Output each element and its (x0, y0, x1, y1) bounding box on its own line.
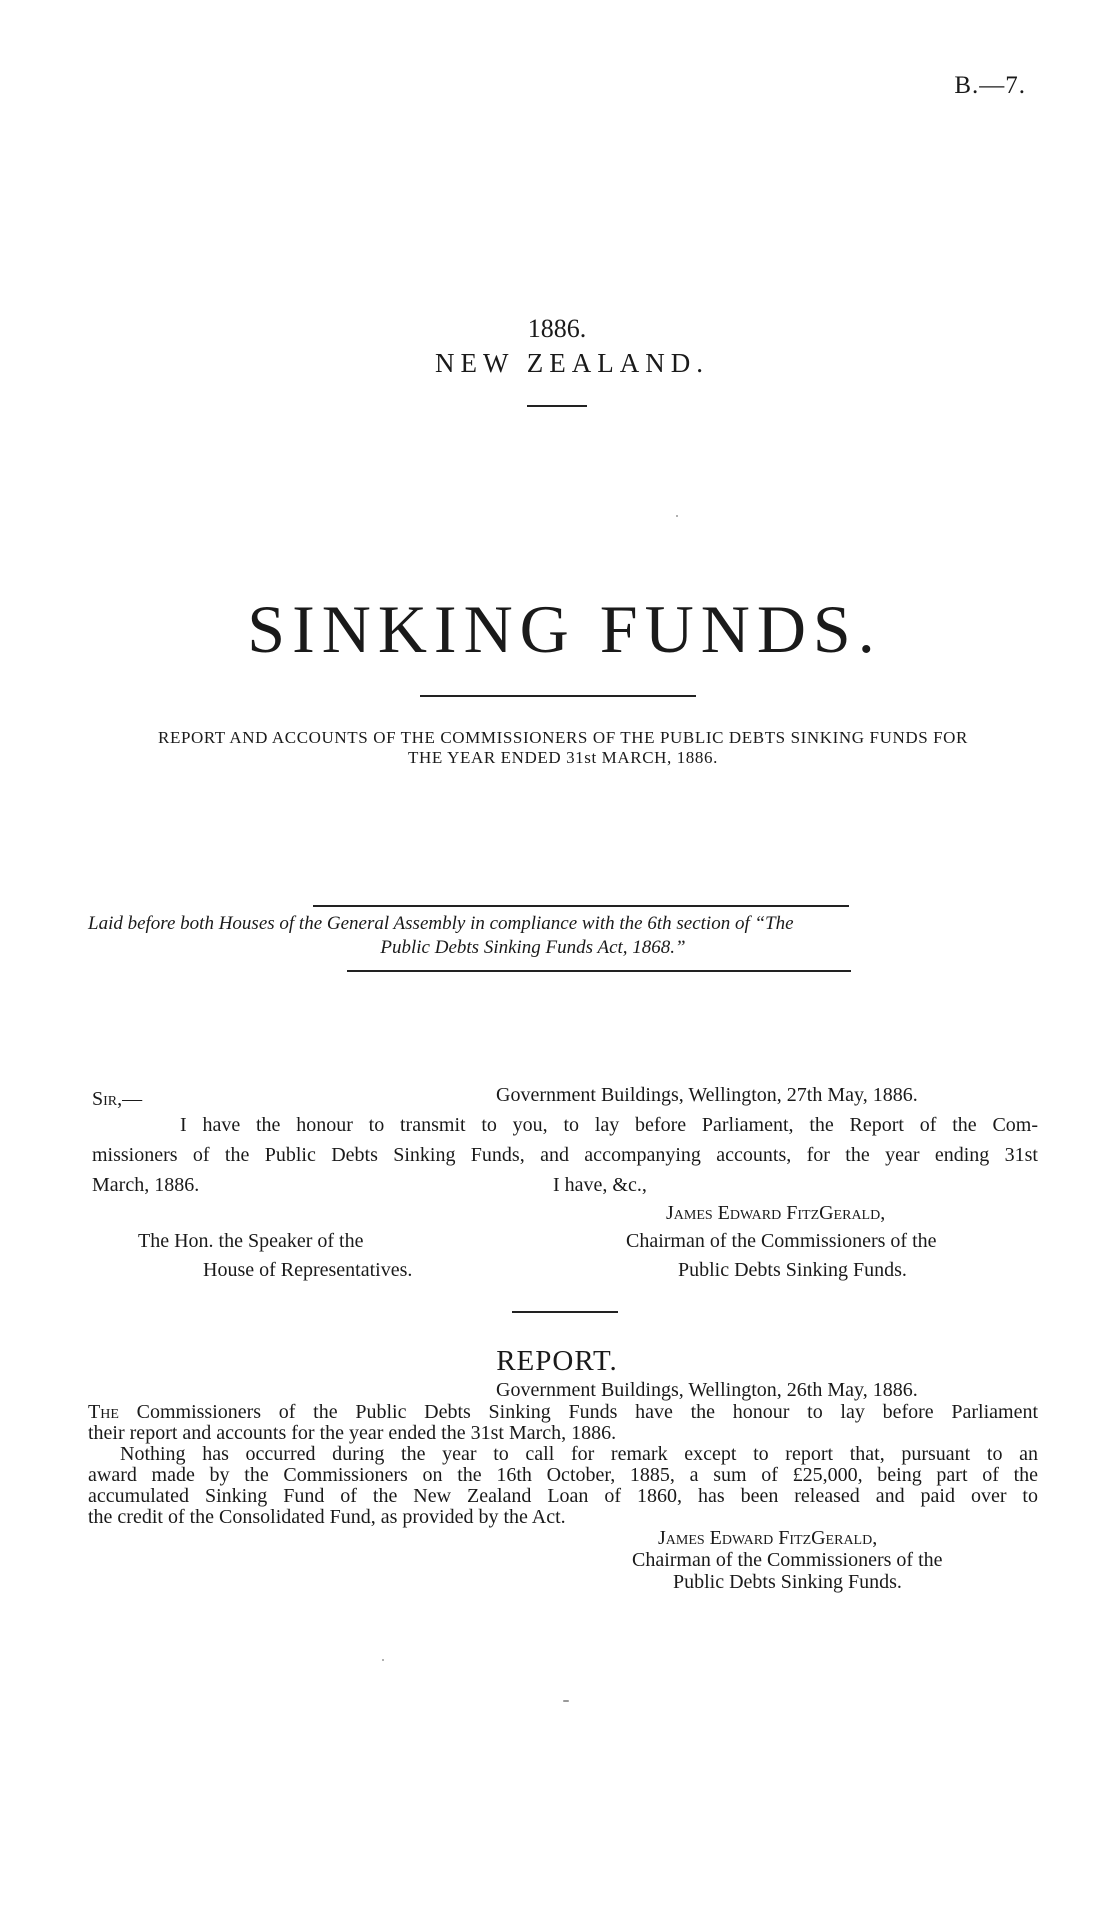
letter-address: Government Buildings, Wellington, 27th May, 1886. (496, 1084, 918, 1106)
letter-divider (512, 1311, 618, 1313)
letter-signatory-title-1: Chairman of the Commissioners of the (626, 1230, 937, 1252)
laid-before-notice (88, 912, 1038, 960)
report-signatory-title-1: Chairman of the Commissioners of the (632, 1549, 943, 1571)
letter-salutation: Sir,— (92, 1088, 143, 1110)
report-paragraph-1-line-2: their report and accounts for the year ended the 31st March, 1886. (88, 1422, 617, 1444)
report-signatory-title-2: Public Debts Sinking Funds. (673, 1571, 902, 1593)
document-year: 1886. (527, 314, 587, 343)
letter-body-line-3: March, 1886. (92, 1174, 200, 1196)
report-heading: REPORT. (496, 1345, 618, 1377)
letter-closing: I have, &c., (553, 1174, 647, 1196)
laid-line-1: Laid before both Houses of the General Assembly in compliance with the 6th section of “The (88, 913, 794, 934)
report-paragraph-2-line-3: accumulated Sinking Fund of the New Zealand Loan of 1860, has been released and paid over to (88, 1485, 1038, 1507)
document-title: SINKING FUNDS. (247, 591, 882, 667)
letter-recipient-1: The Hon. the Speaker of the (138, 1230, 364, 1252)
report-address: Government Buildings, Wellington, 26th May, 1886. (496, 1379, 918, 1401)
country-heading: NEW ZEALAND. (435, 348, 709, 378)
laid-line-2: Public Debts Sinking Funds Act, 1868.” (380, 937, 686, 958)
letter-signatory: James Edward FitzGerald, (666, 1202, 886, 1224)
laid-top-rule (313, 905, 849, 907)
title-divider (420, 695, 696, 697)
report-opening-word: The (88, 1401, 119, 1423)
report-paragraph-2-line-2: award made by the Commissioners on the 16th October, 1885, a sum of £25,000, being part of the (88, 1464, 1038, 1486)
letter-signatory-title-2: Public Debts Sinking Funds. (678, 1259, 907, 1281)
report-paragraph-1-line-1 (88, 1402, 1038, 1423)
subtitle-line-2: THE YEAR ENDED 31st MARCH, 1886. (408, 748, 718, 767)
scan-speck (676, 515, 678, 517)
report-paragraph-2-line-1: Nothing has occurred during the year to call for remark except to report that, pursuant to an (120, 1443, 1038, 1465)
letter-recipient-2: House of Representatives. (203, 1259, 413, 1281)
letter-body-line-2: missioners of the Public Debts Sinking Funds, and accompanying accounts, for the year ending 31st (92, 1144, 1038, 1166)
report-paragraph-2-line-4: the credit of the Consolidated Fund, as provided by the Act. (88, 1506, 566, 1528)
scan-speck (563, 1700, 569, 1702)
report-signatory: James Edward FitzGerald, (658, 1527, 878, 1549)
laid-bottom-rule (347, 970, 851, 972)
letter-body-line-1: I have the honour to transmit to you, to lay before Parliament, the Report of the Com- (180, 1114, 1038, 1136)
header-divider (527, 405, 587, 407)
report-p1-line1-text: Commissioners of the Public Debts Sinking Funds have the honour to lay before Parliament (136, 1401, 1039, 1423)
document-subtitle (88, 728, 1038, 768)
document-reference: B.—7. (954, 72, 1026, 99)
subtitle-line-1: REPORT AND ACCOUNTS OF THE COMMISSIONERS OF THE PUBLIC DEBTS SINKING FUNDS FOR (158, 728, 968, 747)
scan-speck (382, 1659, 384, 1661)
